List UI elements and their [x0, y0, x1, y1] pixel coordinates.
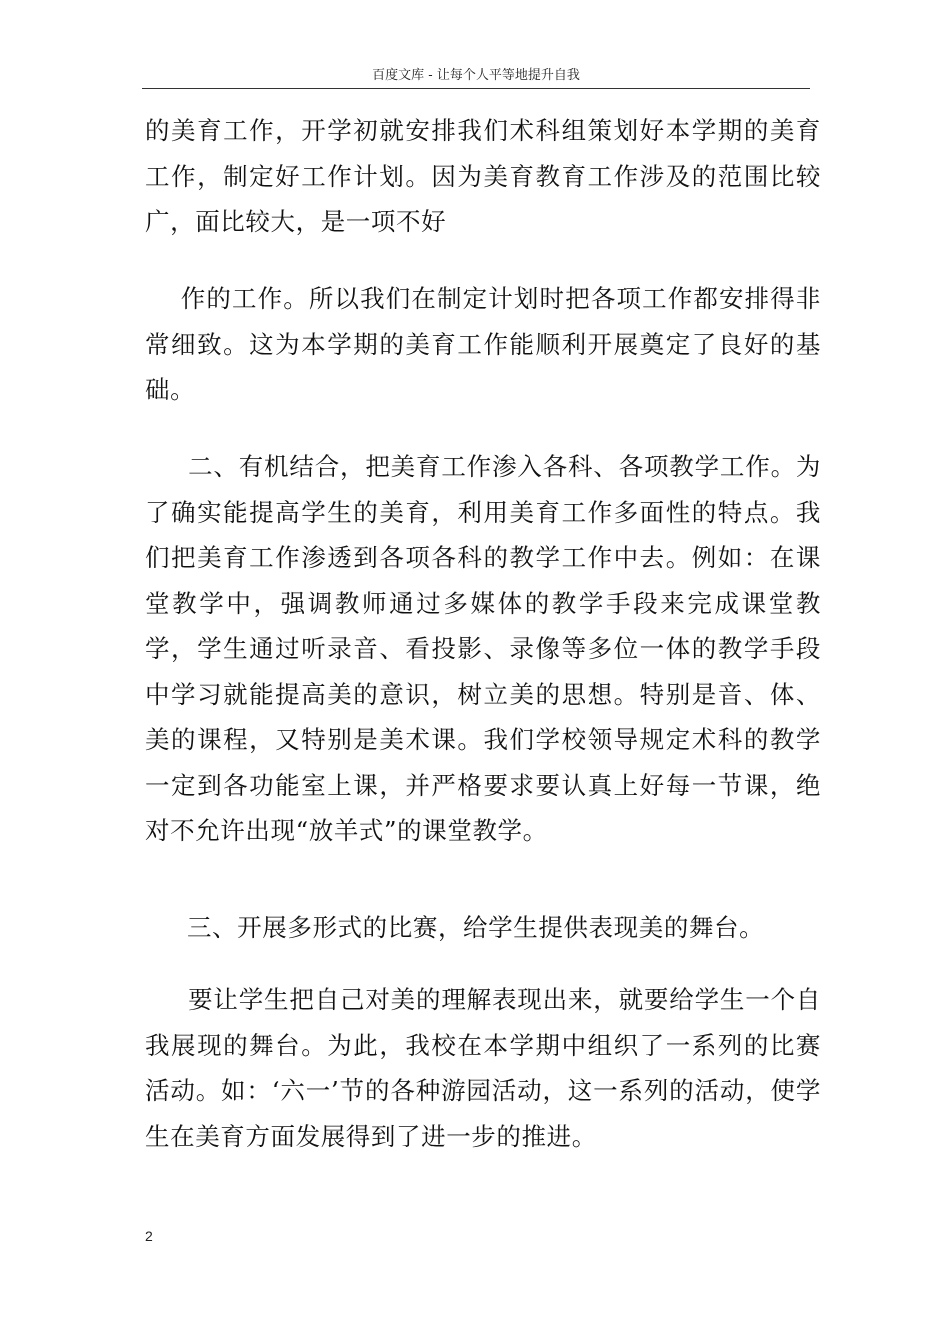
paragraph-2: 作的工作。所以我们在制定计划时把各项工作都安排得非常细致。这为本学期的美育工作能顺利开展奠定了良好的基础。 [145, 284, 821, 404]
paragraph-1: 的美育工作，开学初就安排我们术科组策划好本学期的美育工作，制定好工作计划。因为美育教育工作涉及的范围比较广，面比较大，是一项不好 [145, 116, 821, 236]
paragraph-5: 要让学生把自己对美的理解表现出来，就要给学生一个自我展现的舞台。为此，我校在本学期中组织了一系列的比赛活动。如：‘六一’节的各种游园活动，这一系列的活动，使学生在美育方面发展得到了进一步的推进。 [145, 985, 821, 1151]
page-header: 百度文库 - 让每个人平等地提升自我 [372, 68, 580, 83]
paragraph-3: 二、有机结合，把美育工作渗入各科、各项教学工作。为了确实能提高学生的美育，利用美育工作多面性的特点。我们把美育工作渗透到各项各科的教学工作中去。例如：在课堂教学中，强调教师通过多媒体的教学手段来完成课堂教学，学生通过听录音、看投影、录像等多位一体的教学手段中学习就能提高美的意识，树立美的思想。特别是音、体、美的课程，又特别是美术课。我们学校领导规定术科的教学一定到各功能室上课，并严格要求要认真上好每一节课，绝对不允许出现“放羊式”的课堂教学。 [145, 452, 821, 845]
section-heading-3: 三、开展多形式的比赛，给学生提供表现美的舞台。 [145, 913, 765, 942]
page-number: 2 [145, 1228, 153, 1244]
header-divider [142, 88, 810, 89]
